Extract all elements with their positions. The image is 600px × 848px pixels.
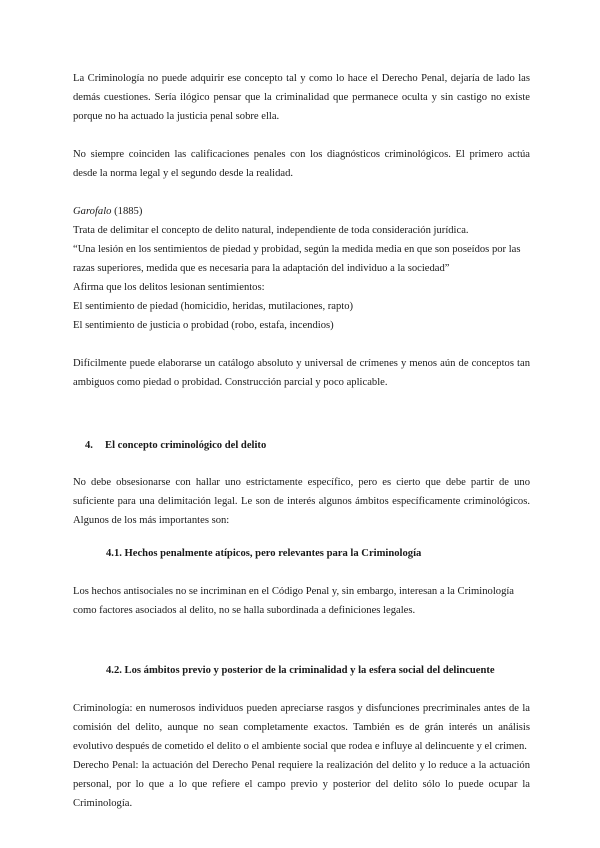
section-4-heading [85,436,530,455]
garofalo-line-4: El sentimiento de piedad (homicidio, heridas, mutilaciones, rapto) [73,301,354,312]
paragraph-calificaciones: No siempre coinciden las calificaciones penales con los diagnósticos criminológicos. El primero actúa desde la norma legal y el segundo desde la realidad. [73,149,530,179]
subsection-4-2-derecho-penal: Derecho Penal: la actuación del Derecho Penal requiere la realización del delito y lo reduce a la actuación personal, por lo que a lo que refiere el campo previo y posterior del delito sólo lo puede ocupar la Criminología. [73,760,530,809]
garofalo-heading [73,202,530,221]
garofalo-line-5: El sentimiento de justicia o probidad (robo, estafa, incendios) [73,320,334,331]
garofalo-line-1: Trata de delimitar el concepto de delito natural, independiente de toda consideración jurídica. [73,225,469,236]
paragraph-catalogo: Difícilmente puede elaborarse un catálogo absoluto y universal de crímenes y menos aún de conceptos tan ambiguos como piedad o probidad. Construcción parcial y poco aplicable. [73,358,530,388]
garofalo-year: (1885) [111,206,143,217]
paragraph-criminologia-concepto: La Criminología no puede adquirir ese concepto tal y como lo hace el Derecho Penal, dejaría de lado las demás cuestiones. Sería ilógico pensar que la criminalidad que permanece oculta y sin castigo no existe porque no ha actuado la justicia penal sobre ella. [73,73,530,122]
garofalo-author: Garofalo [73,206,112,217]
garofalo-line-3: Afirma que los delitos lesionan sentimientos: [73,282,265,293]
subsection-4-2-criminologia: Criminología: en numerosos individuos pueden apreciarse rasgos y disfunciones precriminales antes de la comisión del delito, aunque no sean completamente exactos. También es de grán interés un análisis evolutivo después de cometido el delito o el ambiente social que rodea e influye al delincuente y el crimen. [73,703,530,752]
section-4-intro: No debe obsesionarse con hallar uno estrictamente específico, pero es cierto que debe partir de uno suficiente para una delimitación legal. Le son de interés algunos ámbitos específicamente criminológicos. Algunos de los más importantes son: [73,477,530,526]
spacer [73,620,530,647]
subsection-4-1-text: Los hechos antisociales no se incriminan en el Código Penal y, sin embargo, interesan a la Criminología como factores asociados al delito, no se halla subordinada a definiciones legales. [73,586,515,616]
section-4-title: El concepto criminológico del delito [105,440,267,451]
subsection-4-1-heading: 4.1. Hechos penalmente atípicos, pero relevantes para la Criminología [106,548,422,559]
section-4-number: 4. [85,440,93,451]
garofalo-block [73,202,530,335]
document-body [73,69,530,813]
garofalo-quote: “Una lesión en los sentimientos de piedad y probidad, según la medida media en que son poseídos por las razas superiores, medida que es necesaria para la adaptación del individuo a la sociedad” [73,244,521,274]
subsection-4-2-heading: 4.2. Los ámbitos previo y posterior de la criminalidad y la esfera social del delincuente [106,665,495,676]
